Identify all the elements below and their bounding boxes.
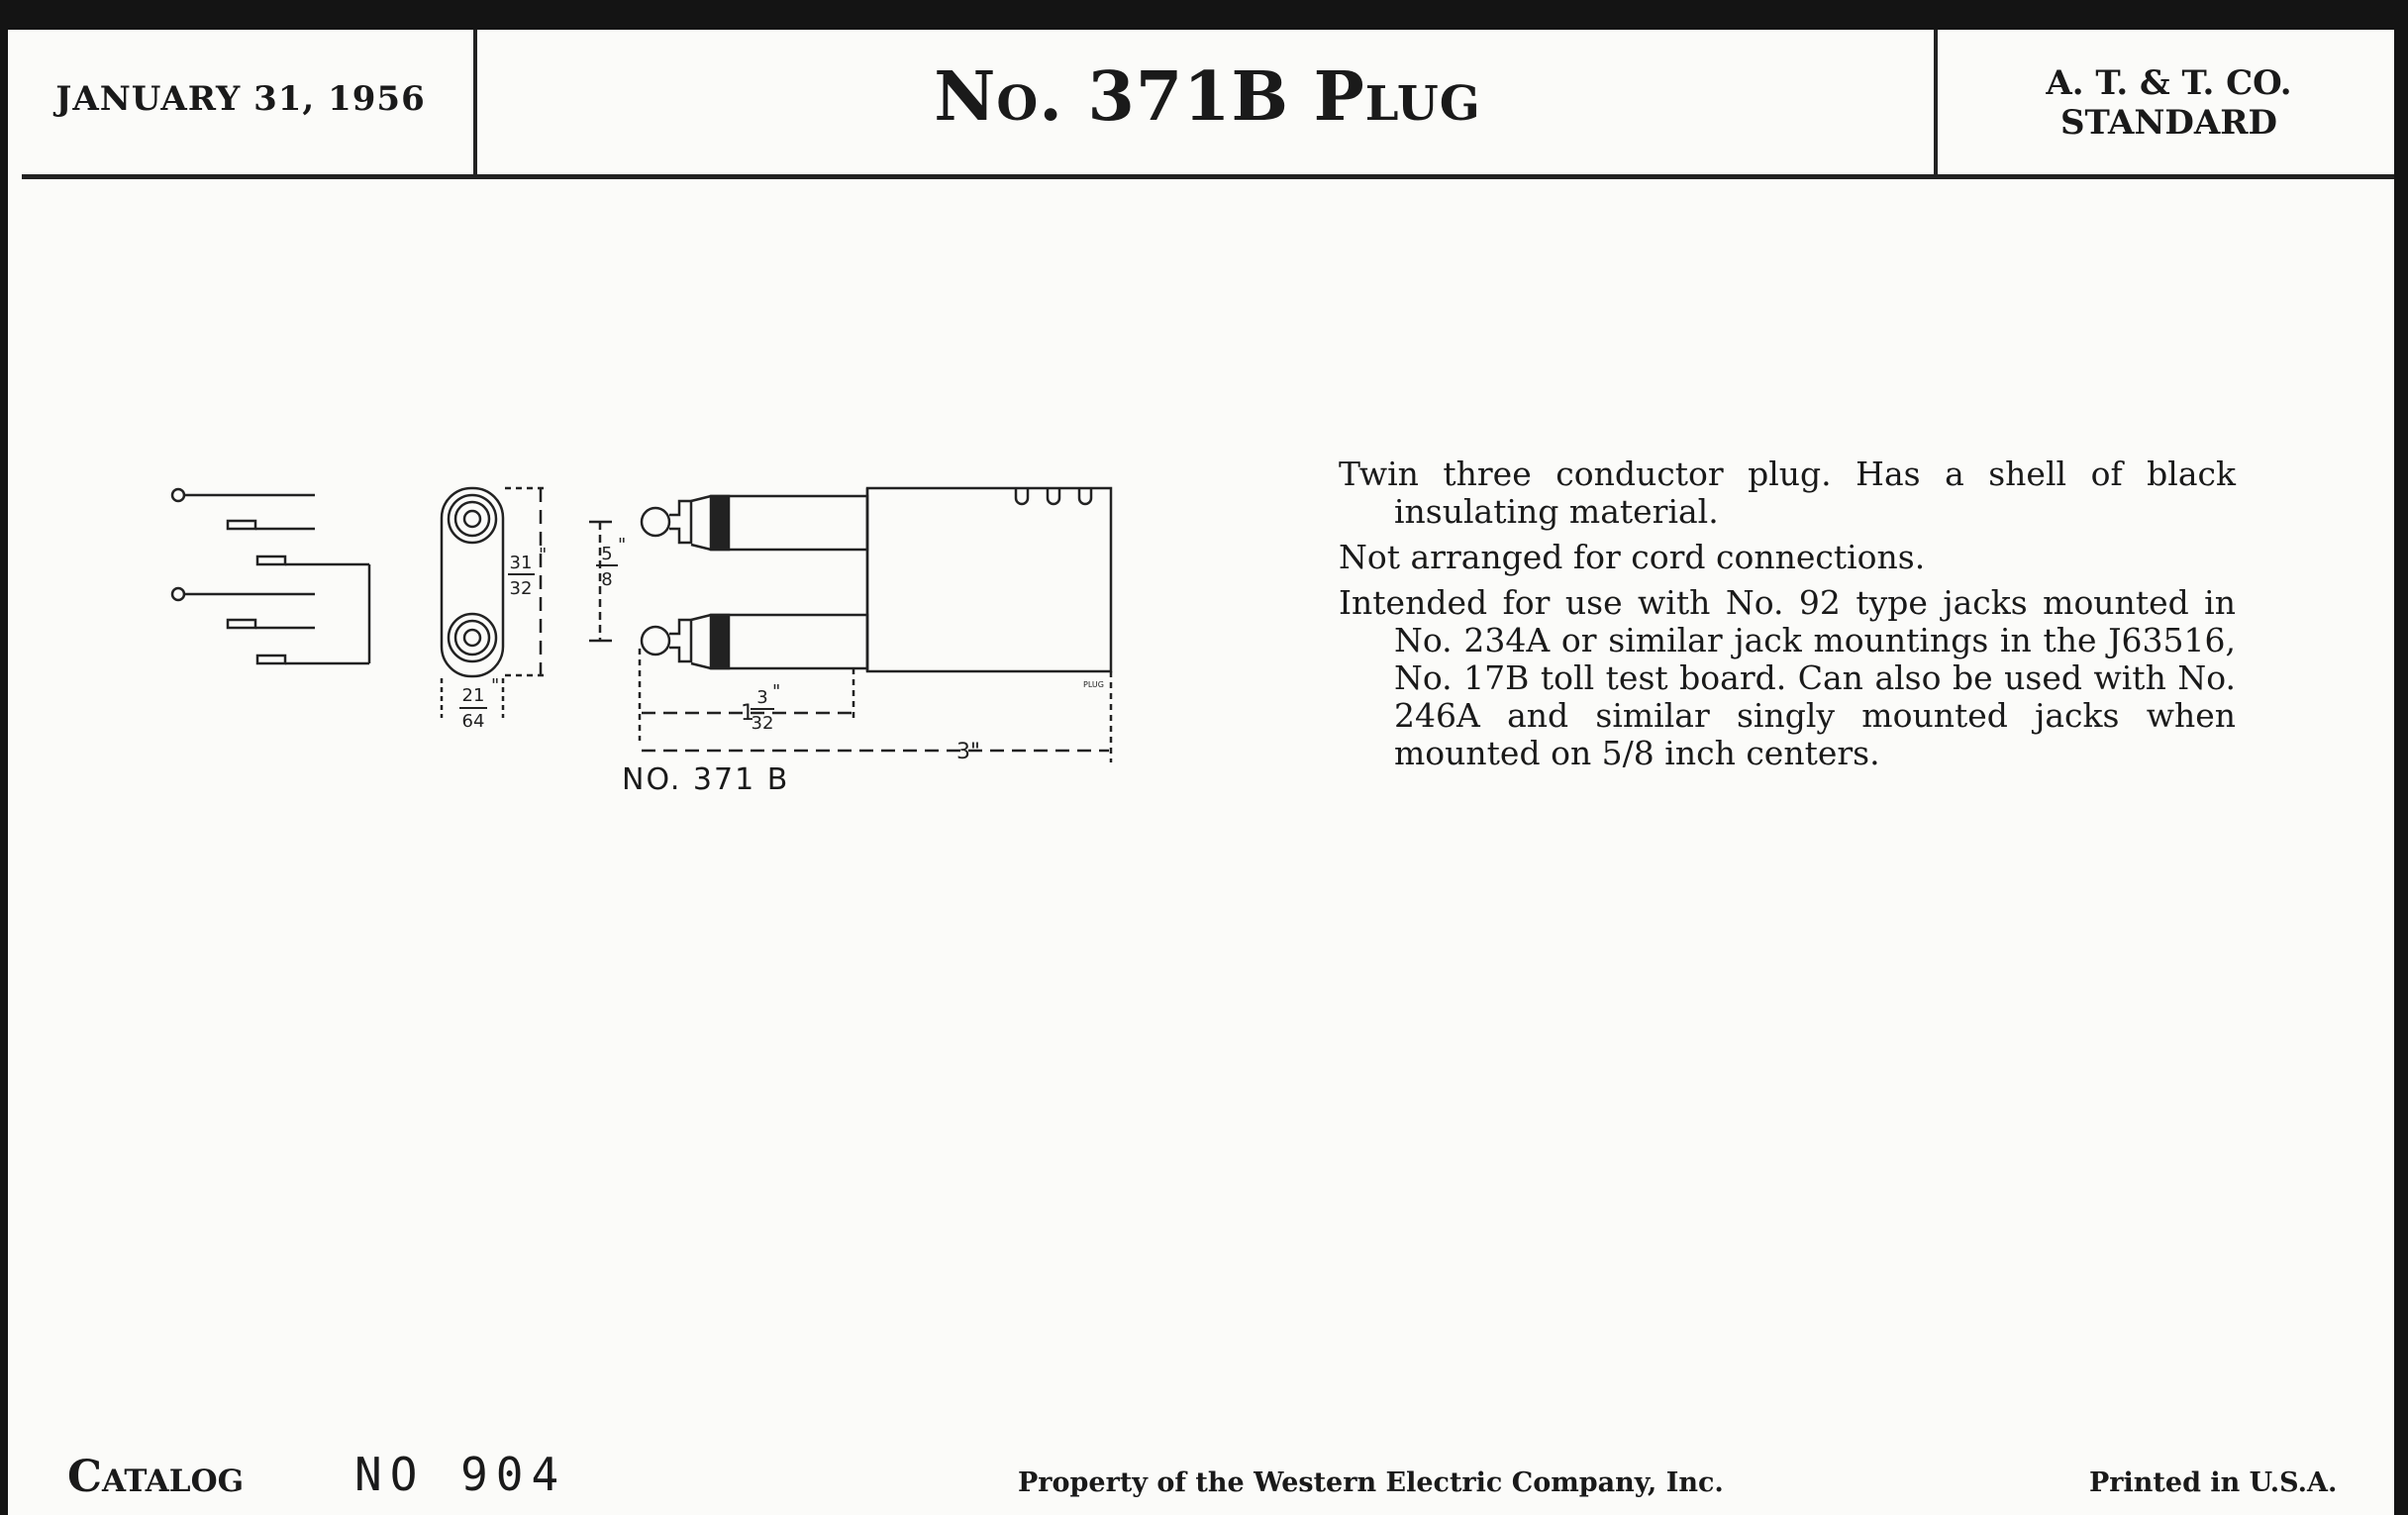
catalog-number: NO 904 (354, 1448, 567, 1501)
catalog-label: Catalog (67, 1452, 245, 1502)
body-label: PLUG (1083, 680, 1104, 689)
schematic-symbol (172, 489, 369, 663)
width-dim-den: 64 (461, 711, 485, 732)
tip-dim-num: 3 (756, 687, 768, 708)
description-paragraph: Not arranged for cord connections. (1339, 538, 1926, 576)
tip-dim-den: 32 (751, 713, 774, 734)
standard-label (1944, 63, 2394, 143)
description-paragraph: Intended for use with No. 92 type jacks mounted in No. 234A or similar jack mountings in the J63516, No. 17B toll test board. Can also be used with No. 246A and similar singly mounted jacks when mounted on 5/8 inch centers. (1339, 583, 2236, 772)
width-dim-inch-mark: " (491, 675, 500, 696)
spacing-dim-inch-mark: " (618, 535, 627, 556)
drawing-caption: NO. 371 B (622, 762, 790, 797)
description-paragraph: Twin three conductor plug. Has a shell of black insulating material. (1339, 454, 2236, 531)
tip-dim-whole: 1 (741, 701, 754, 726)
page-title: No. 371B Plug (934, 57, 1481, 137)
plug-drawing (156, 446, 1226, 782)
printed-notice: Printed in U.S.A. (2089, 1467, 2338, 1498)
catalog-card (8, 30, 2394, 1515)
height-dim-den: 32 (509, 578, 533, 599)
standard-text: STANDARD (2059, 103, 2278, 143)
header-rule (22, 174, 2394, 179)
property-notice: Property of the Western Electric Company, Inc. (1018, 1467, 1724, 1498)
height-dim-inch-mark: " (539, 545, 548, 565)
overall-dim: 3" (955, 740, 981, 764)
height-dim-num: 31 (509, 553, 533, 573)
tip-dim-inch-mark: " (772, 681, 781, 702)
description (1339, 455, 2236, 780)
width-dim-num: 21 (461, 685, 485, 706)
spacing-dim-num: 5 (601, 544, 613, 564)
issue-date: JANUARY 31, 1956 (55, 79, 426, 119)
spacing-dim-den: 8 (601, 569, 613, 590)
standard-company: A. T. & T. CO. (2046, 63, 2292, 103)
plug-side-view (589, 488, 1111, 762)
